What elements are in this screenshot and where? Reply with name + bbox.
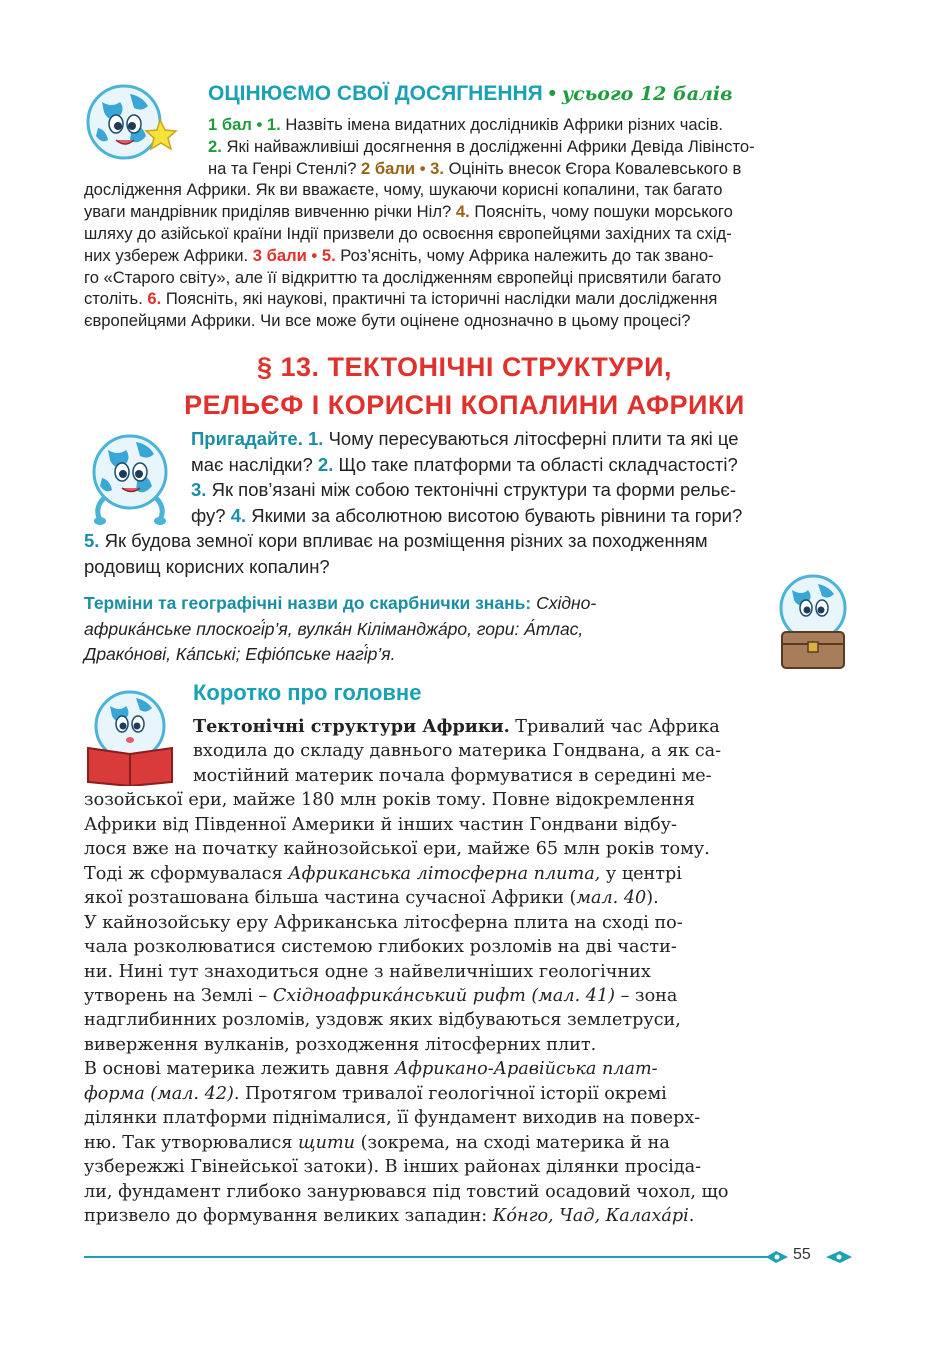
summary-line bbox=[84, 1008, 681, 1032]
text-segment: 2 бали • 3. bbox=[361, 158, 444, 178]
text-segment: ). bbox=[646, 888, 659, 909]
recall-line bbox=[84, 554, 330, 579]
summary-line bbox=[193, 739, 721, 763]
page-number: 55 bbox=[793, 1246, 811, 1263]
text-segment: століть. bbox=[84, 289, 148, 309]
assessment-line bbox=[84, 223, 732, 245]
summary-line bbox=[84, 788, 695, 812]
text-segment: (зокрема, на сході материка й на bbox=[355, 1132, 670, 1153]
text-segment: чала розколюватися системою глибоких розломів на дві части- bbox=[84, 937, 677, 958]
summary-line bbox=[84, 1180, 728, 1204]
text-segment: узбережжі Гвінейської затоки). В інших районах ділянки просіда- bbox=[84, 1157, 702, 1178]
summary-line bbox=[84, 911, 683, 935]
text-segment: 3 бали • 5. bbox=[252, 245, 336, 265]
text-segment: Якими за абсолютною висотою бувають рівнини та гори? bbox=[246, 504, 743, 526]
text-segment: Чому пересуваються літосферні плити та які це bbox=[323, 428, 739, 449]
text-segment: 4. bbox=[230, 504, 247, 526]
text-segment: на та Генрі Стенлі? bbox=[208, 158, 362, 178]
text-segment: Східноафрика́нський рифт (мал. 41) bbox=[272, 985, 616, 1006]
text-segment: виверження вулканів, розходження літосферних плит. bbox=[84, 1034, 597, 1055]
text-segment: Терміни та географічні назви до скарбнички знань: bbox=[84, 593, 532, 613]
assessment-line bbox=[84, 245, 714, 267]
text-segment: Африкано-Аравійська плат- bbox=[394, 1059, 658, 1080]
text-segment: Роз’ясніть, чому Африка належить до так звано- bbox=[335, 245, 714, 265]
assessment-subtitle: усього 12 балів bbox=[561, 83, 733, 105]
text-segment: Які найважливіші досягнення в дослідженні Африки Девіда Лівінсто- bbox=[221, 136, 755, 156]
text-segment: надглибинних розломів, уздовж яких відбуваються землетруси, bbox=[84, 1010, 681, 1031]
summary-line bbox=[84, 1033, 596, 1057]
recall-line bbox=[191, 426, 739, 451]
summary-line bbox=[84, 1082, 667, 1106]
text-segment: Оцініть внесок Єгора Ковалевського в bbox=[443, 158, 742, 178]
assessment-line bbox=[208, 136, 755, 158]
text-segment: – зона bbox=[615, 985, 678, 1006]
text-segment: якої розташована більша частина сучасної Африки ( bbox=[84, 888, 577, 909]
text-segment: родовищ корисних копалин? bbox=[84, 555, 330, 577]
terms-line bbox=[84, 642, 395, 667]
text-segment: щити bbox=[298, 1132, 356, 1153]
text-segment: дослідження Африки. Як ви вважаєте, чому, шукаючи корисні копалини, так багато bbox=[84, 180, 723, 200]
terms-line bbox=[84, 617, 583, 642]
assessment-bullet: • bbox=[548, 82, 556, 105]
assessment-line bbox=[208, 114, 723, 136]
summary-line bbox=[84, 813, 677, 837]
footer-ornament-right-icon bbox=[822, 1249, 852, 1265]
text-segment: них узбереж Африки. bbox=[84, 245, 253, 265]
text-segment: шляху до азійської країни Індії призвели до освоєння європейцями західних та схід- bbox=[84, 224, 732, 243]
summary-line bbox=[193, 764, 712, 788]
assessment-heading-text: ОЦІНЮЄМО СВОЇ ДОСЯГНЕННЯ bbox=[208, 82, 543, 105]
summary-line bbox=[84, 960, 651, 984]
assessment-line bbox=[84, 310, 691, 332]
text-segment: 6. bbox=[147, 289, 162, 309]
text-segment: європейцями Африки. Чи все може бути оцінене однозначно в цьому процесі? bbox=[84, 311, 691, 331]
text-segment: Пригадайте. 1. bbox=[191, 428, 324, 449]
text-segment: ли, фундамент глибоко занурювався під товстий осадовий чохол, що bbox=[84, 1181, 729, 1202]
text-segment: ни. Нині тут знаходиться одне з найвеличніших геологічних bbox=[84, 961, 651, 982]
text-segment: утворень на Землі – bbox=[84, 985, 273, 1006]
text-segment: В основі материка лежить давня bbox=[84, 1059, 395, 1080]
text-segment: Поясніть, які наукові, практичні та історичні наслідки мали дослідження bbox=[161, 289, 718, 309]
paragraph-title-line-2: РЕЛЬЄФ І КОРИСНІ КОПАЛИНИ АФРИКИ bbox=[184, 390, 745, 420]
summary-line bbox=[84, 886, 659, 910]
text-segment: 3. bbox=[191, 479, 207, 500]
summary-line bbox=[84, 837, 710, 861]
assessment-line bbox=[84, 201, 733, 223]
text-segment: Назвіть імена видатних дослідників Африки різних часів. bbox=[280, 115, 723, 134]
text-segment: Тривалий час Африка bbox=[509, 717, 720, 737]
text-segment: Поясніть, чому пошуки морського bbox=[469, 202, 733, 222]
text-segment: африка́нське плоскогі́р’я, вулка́н Кіліманджа́ро, гори: А́тлас, bbox=[84, 618, 584, 639]
text-segment: У кайнозойську еру Африканська літосферна плита на сході по- bbox=[84, 912, 683, 933]
text-segment: Ко́нго, Чад, Калаха́рі bbox=[492, 1206, 689, 1226]
text-segment: Що таке платформи та області складчастості? bbox=[333, 453, 738, 475]
text-segment: Тектонічні структури Африки. bbox=[193, 716, 510, 737]
text-segment: ділянки платформи піднімалися, її фундамент виходив на поверх- bbox=[84, 1108, 701, 1129]
assessment-line bbox=[84, 179, 722, 201]
text-segment: лося вже на початку кайнозойської ери, майже 65 млн років тому. bbox=[84, 839, 710, 860]
text-segment: 1 бал • 1. bbox=[208, 115, 281, 134]
summary-line bbox=[84, 1155, 701, 1179]
text-segment: входила до складу давнього материка Гондвана, а як са- bbox=[193, 741, 722, 762]
text-segment: мал. 40 bbox=[576, 888, 647, 909]
text-segment: Драко́нові, Ка́пські; Ефіо́пське нагі́р’я. bbox=[84, 644, 396, 664]
text-segment: Африки від Південної Америки й інших частин Гондвани відбу- bbox=[84, 814, 677, 835]
text-segment: форма (мал. 42) bbox=[84, 1083, 234, 1104]
text-segment: фу? bbox=[191, 504, 231, 526]
assessment-line bbox=[84, 288, 717, 310]
recall-line bbox=[191, 452, 738, 477]
text-segment: 2. bbox=[208, 136, 222, 156]
globe-mascot-book-icon bbox=[80, 686, 180, 786]
text-segment: мостійний материк почала формуватися в середині ме- bbox=[193, 765, 712, 786]
summary-line bbox=[193, 715, 720, 739]
text-segment: уваги мандрівник приділяв вивченню річки Ніл? bbox=[84, 202, 456, 222]
globe-mascot-star-icon bbox=[80, 80, 185, 170]
text-segment: Східно- bbox=[531, 593, 597, 613]
summary-line bbox=[84, 1131, 670, 1155]
terms-line bbox=[84, 591, 596, 616]
text-segment: 5. bbox=[84, 530, 100, 551]
text-segment: призвело до формування великих западин: bbox=[84, 1206, 493, 1226]
summary-line bbox=[84, 1204, 694, 1228]
text-segment: Як пов’язані між собою тектонічні структури та форми рельє- bbox=[206, 479, 737, 500]
recall-line bbox=[191, 477, 736, 502]
paragraph-title-line-1: § 13. ТЕКТОНІЧНІ СТРУКТУРИ, bbox=[256, 352, 673, 382]
footer-divider bbox=[84, 1256, 770, 1258]
text-segment: зозойської ери, майже 180 млн років тому. Повне відокремлення bbox=[84, 790, 695, 811]
globe-mascot-treasure-chest-icon bbox=[770, 572, 856, 672]
assessment-line bbox=[84, 267, 721, 289]
summary-line bbox=[84, 862, 682, 886]
recall-line bbox=[191, 503, 742, 528]
footer-ornament-left-icon bbox=[766, 1249, 792, 1265]
summary-line bbox=[84, 984, 677, 1008]
assessment-line bbox=[208, 158, 741, 180]
summary-title: Коротко про головне bbox=[193, 680, 422, 705]
text-segment: . Протягом тривалої геологічної історії окремі bbox=[233, 1083, 667, 1104]
summary-line bbox=[84, 1057, 658, 1081]
summary-line bbox=[84, 935, 677, 959]
recall-line bbox=[84, 528, 708, 553]
text-segment: має наслідки? bbox=[191, 453, 318, 475]
text-segment: 2. bbox=[317, 453, 334, 475]
summary-line bbox=[84, 1106, 700, 1130]
text-segment: Африканська літосферна плита, bbox=[288, 863, 601, 884]
paragraph-title bbox=[0, 348, 929, 424]
text-segment: . bbox=[688, 1206, 695, 1226]
assessment-title bbox=[208, 82, 733, 106]
text-segment: го «Старого світу», але її відкриттю та дослідженням європейці присвятили багато bbox=[84, 267, 722, 287]
text-segment: ню. Так утворювалися bbox=[84, 1132, 299, 1153]
globe-mascot-icon bbox=[80, 428, 180, 528]
text-segment: 4. bbox=[455, 202, 470, 222]
text-segment: Тоді ж сформувалася bbox=[84, 863, 289, 884]
text-segment: Як будова земної кори впливає на розміщення різних за походженням bbox=[99, 530, 708, 551]
text-segment: у центрі bbox=[600, 863, 682, 884]
